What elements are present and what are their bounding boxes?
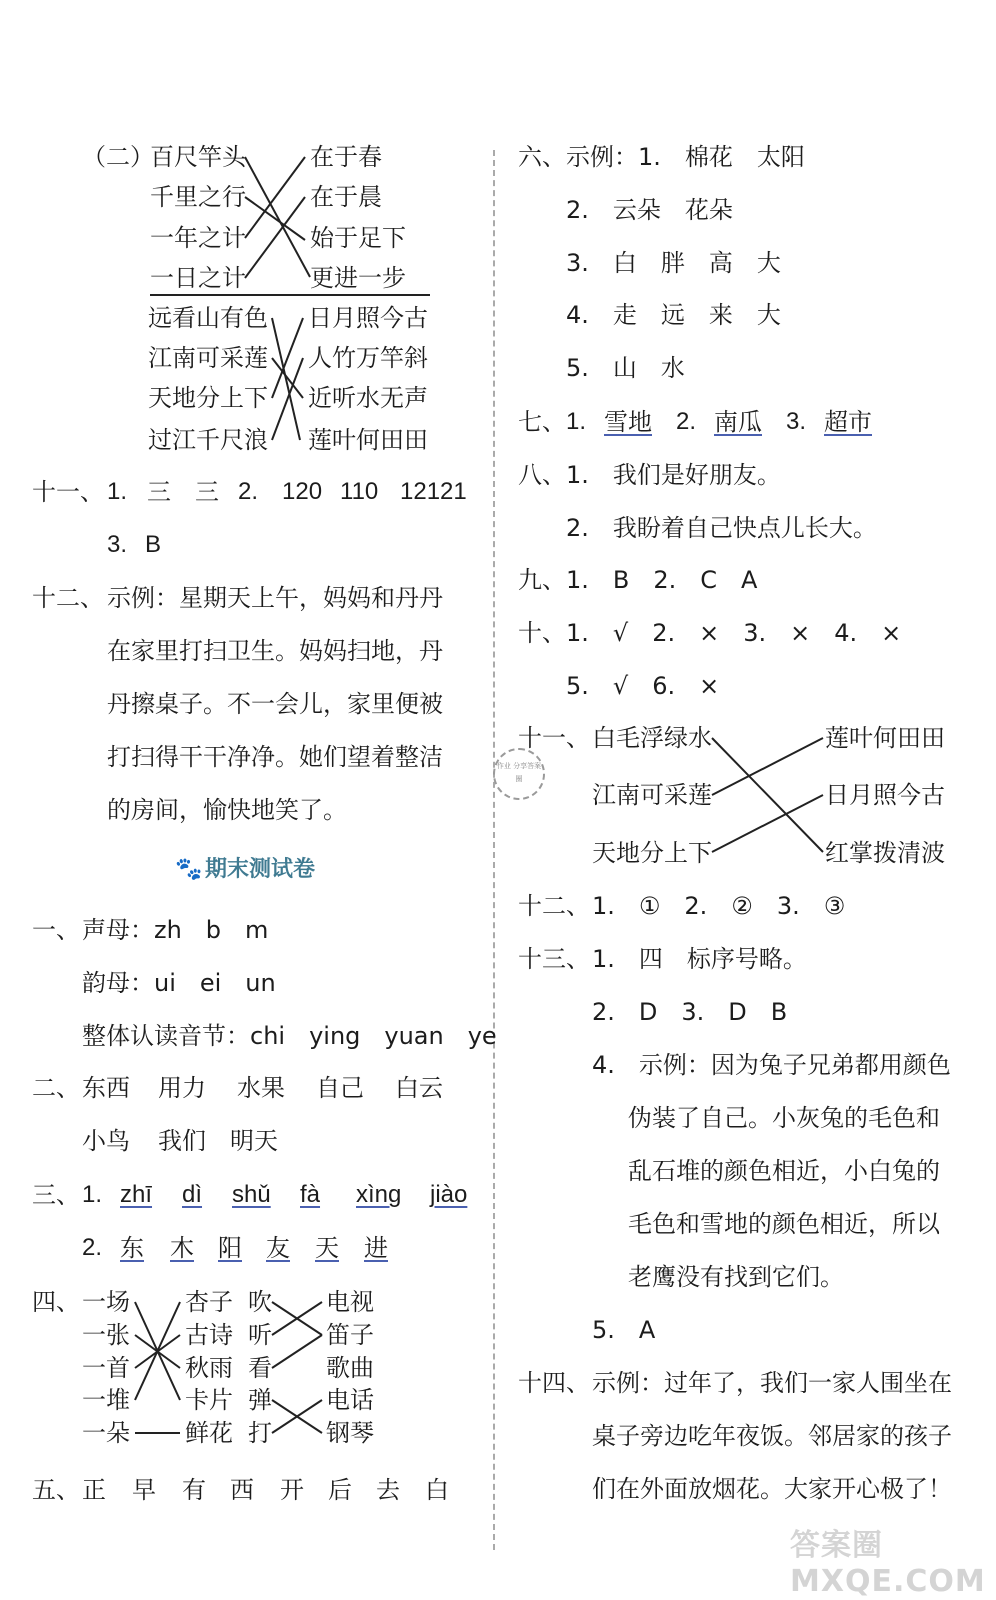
match-item: 近听水无声 — [308, 384, 428, 412]
match-line — [272, 358, 303, 440]
match-item: 一年之计 — [150, 224, 246, 252]
match-item: 吹 — [248, 1288, 272, 1316]
answer-line: 乱石堆的颜色相近，小白兔的 — [628, 1157, 940, 1185]
answer-line: 2. 我盼着自己快点儿长大。 — [566, 514, 877, 542]
match-line — [245, 157, 305, 238]
match-item: 一朵 — [82, 1419, 130, 1447]
match-item: 弹 — [248, 1386, 272, 1414]
question-label: 八、 — [518, 461, 566, 489]
match-item: 笛子 — [326, 1321, 374, 1349]
answer-char: 去 — [376, 1476, 400, 1504]
answer-word: 明天 — [230, 1127, 278, 1155]
match-line — [712, 738, 823, 795]
question-label: 二、 — [32, 1074, 80, 1102]
answer-char: 后 — [328, 1476, 352, 1504]
answer-text: 3. — [107, 531, 128, 558]
underlined-answer: 雪地 — [604, 408, 652, 436]
answer-line: 韵母：ui ei un — [82, 969, 276, 997]
answer-text: 1. — [107, 478, 128, 505]
answer-word: 水果 — [237, 1074, 285, 1102]
match-item: 始于足下 — [310, 224, 406, 252]
match-line — [712, 795, 823, 852]
answer-line: 丹擦桌子。不一会儿，家里便被 — [107, 690, 443, 718]
answer-line: 5. 山 水 — [566, 354, 685, 382]
char-answer: 木 — [170, 1234, 194, 1262]
answer-char: 有 — [182, 1476, 206, 1504]
underlined-answer: 南瓜 — [714, 408, 762, 436]
match-item: 打 — [248, 1419, 272, 1447]
answer-line: 1. B 2. C A — [566, 566, 758, 594]
answer-line: 声母：zh b m — [82, 916, 269, 944]
exam-title: 期末测试卷 — [205, 857, 316, 882]
pinyin-answer: jiào — [430, 1181, 468, 1208]
match-item: 秋雨 — [185, 1354, 233, 1382]
match-item: 过江千尺浪 — [148, 426, 268, 454]
question-label: 十、 — [518, 619, 566, 647]
answer-line: 示例：过年了，我们一家人围坐在 — [592, 1369, 952, 1397]
answer-text: 2. — [676, 408, 697, 435]
question-label: 十一、 — [518, 724, 590, 752]
match-item: 古诗 — [185, 1321, 233, 1349]
question-label: 十二、 — [518, 892, 590, 920]
question-label: 十二、 — [32, 584, 104, 612]
answer-text: 1. — [82, 1181, 103, 1208]
match-item: 歌曲 — [326, 1354, 374, 1382]
pinyin-answer: dì — [182, 1181, 203, 1208]
answer-word: 东西 — [82, 1074, 130, 1102]
match-item: 电话 — [326, 1386, 374, 1414]
match-item: 一张 — [82, 1321, 130, 1349]
answer-line: 5. √ 6. × — [566, 672, 720, 700]
answer-text: 三 — [147, 478, 171, 506]
match-item: 千里之行 — [150, 183, 246, 211]
match-line — [245, 197, 305, 240]
answer-line: 4. 示例：因为兔子兄弟都用颜色 — [592, 1051, 951, 1079]
watermark: 答案圈 MXQE.COM — [790, 1528, 986, 1599]
answer-line: 在家里打扫卫生。妈妈扫地，丹 — [107, 637, 443, 665]
match-line — [712, 738, 823, 852]
answer-line: 4. 走 远 来 大 — [566, 301, 781, 329]
match-line — [272, 318, 303, 398]
question-label: 十三、 — [518, 945, 590, 973]
answer-line: 毛色和雪地的颜色相近，所以 — [628, 1210, 940, 1238]
match-line — [272, 358, 303, 398]
question-label: 十四、 — [518, 1369, 590, 1397]
match-item: 鲜花 — [185, 1419, 233, 1447]
question-label: 五、 — [32, 1476, 80, 1504]
pinyin-answer: xìng — [356, 1181, 402, 1208]
answer-line: 老鹰没有找到它们。 — [628, 1263, 844, 1291]
match-line — [135, 1302, 180, 1400]
match-line — [272, 1302, 322, 1335]
pinyin-answer: fà — [300, 1181, 321, 1208]
char-answer: 友 — [266, 1234, 290, 1262]
match-item: 看 — [248, 1354, 272, 1382]
answer-char: 开 — [280, 1476, 304, 1504]
question-label: 七、 — [518, 408, 566, 436]
match-item: 远看山有色 — [148, 304, 268, 332]
char-answer: 阳 — [218, 1234, 242, 1262]
answer-char: 正 — [82, 1476, 106, 1504]
answer-line: 1. 四 标序号略。 — [592, 945, 807, 973]
match-item: 白毛浮绿水 — [592, 724, 712, 752]
match-item: 人竹万竿斜 — [308, 344, 428, 372]
answer-text: 2. — [238, 478, 259, 505]
answer-line: 2. D 3. D B — [592, 998, 788, 1026]
answer-line: 的房间，愉快地笑了。 — [107, 796, 347, 824]
answer-line: 示例：星期天上午，妈妈和丹丹 — [107, 584, 443, 612]
answer-line: 1. √ 2. × 3. × 4. × — [566, 619, 902, 647]
match-item: 钢琴 — [326, 1419, 374, 1447]
pinyin-answer: zhī — [120, 1181, 153, 1208]
question-label: 四、 — [32, 1288, 80, 1316]
match-line — [272, 1400, 322, 1433]
answer-word: 自己 — [316, 1074, 364, 1102]
match-item: 更进一步 — [310, 264, 406, 292]
section-label: （二） — [82, 143, 154, 171]
match-item: 一首 — [82, 1354, 130, 1382]
match-item: 电视 — [326, 1288, 374, 1316]
match-line — [245, 157, 310, 277]
answer-line: 示例：1. 棉花 太阳 — [566, 143, 805, 171]
answer-text: 12121 — [400, 478, 467, 505]
match-line — [245, 197, 305, 278]
match-item: 日月照今古 — [308, 304, 428, 332]
answer-line: 整体认读音节：chi ying yuan ye — [82, 1022, 497, 1050]
answer-word: 用力 — [158, 1074, 206, 1102]
answer-text: 2. — [82, 1234, 103, 1261]
match-item: 卡片 — [185, 1386, 233, 1414]
match-item: 红掌拨清波 — [825, 839, 945, 867]
match-line — [272, 1335, 322, 1368]
match-item: 天地分上下 — [592, 839, 712, 867]
answer-text: 3. — [786, 408, 807, 435]
match-line — [135, 1335, 180, 1368]
answer-text: 110 — [340, 478, 379, 505]
pinyin-answer: shǔ — [232, 1181, 271, 1208]
char-answer: 进 — [364, 1234, 388, 1262]
answer-word: 白云 — [395, 1074, 443, 1102]
match-item: 在于晨 — [310, 183, 382, 211]
match-item: 江南可采莲 — [592, 781, 712, 809]
char-answer: 天 — [315, 1234, 339, 1262]
question-label: 一、 — [32, 916, 80, 944]
match-item: 一堆 — [82, 1386, 130, 1414]
question-label: 三、 — [32, 1181, 80, 1209]
match-item: 江南可采莲 — [148, 344, 268, 372]
answer-text: B — [145, 531, 162, 558]
match-item: 莲叶何田田 — [825, 724, 945, 752]
answer-line: 1. 我们是好朋友。 — [566, 461, 781, 489]
question-label: 九、 — [518, 566, 566, 594]
match-item: 在于春 — [310, 143, 382, 171]
answer-line: 伪装了自己。小灰兔的毛色和 — [628, 1104, 940, 1132]
paw-icon: 🐾 — [175, 857, 203, 882]
match-item: 一场 — [82, 1288, 130, 1316]
answer-line: 们在外面放烟花。大家开心极了！ — [592, 1475, 952, 1503]
match-item: 百尺竿头 — [150, 143, 246, 171]
question-label: 六、 — [518, 143, 566, 171]
char-answer: 东 — [120, 1234, 144, 1262]
answer-text: 三 — [195, 478, 219, 506]
match-line — [272, 1400, 322, 1433]
answer-word: 小鸟 — [82, 1127, 130, 1155]
match-line — [135, 1302, 180, 1400]
answer-line: 5. A — [592, 1316, 656, 1344]
answer-text: 1. — [566, 408, 587, 435]
answer-char: 西 — [230, 1476, 254, 1504]
answer-char: 白 — [425, 1476, 449, 1504]
match-item: 天地分上下 — [148, 384, 268, 412]
match-line — [272, 1302, 322, 1335]
answer-word: 我们 — [158, 1127, 206, 1155]
match-item: 日月照今古 — [825, 781, 945, 809]
stamp-mark: 作业 分享答案圈 — [493, 748, 545, 800]
answer-line: 1. ① 2. ② 3. ③ — [592, 892, 846, 920]
match-item: 一日之计 — [150, 264, 246, 292]
answer-text: 120 — [282, 478, 323, 505]
answer-line: 2. 云朵 花朵 — [566, 196, 733, 224]
answer-line: 打扫得干干净净。她们望着整洁 — [107, 743, 443, 771]
answer-char: 早 — [132, 1476, 156, 1504]
underlined-answer: 超市 — [824, 408, 872, 436]
column-divider — [493, 150, 495, 1550]
match-item: 听 — [248, 1321, 272, 1349]
match-line — [135, 1335, 180, 1368]
answer-line: 桌子旁边吃年夜饭。邻居家的孩子 — [592, 1422, 952, 1450]
match-item: 莲叶何田田 — [308, 426, 428, 454]
match-item: 杏子 — [185, 1288, 233, 1316]
question-label: 十一、 — [32, 478, 104, 506]
answer-line: 3. 白 胖 高 大 — [566, 249, 781, 277]
match-line — [272, 318, 300, 440]
